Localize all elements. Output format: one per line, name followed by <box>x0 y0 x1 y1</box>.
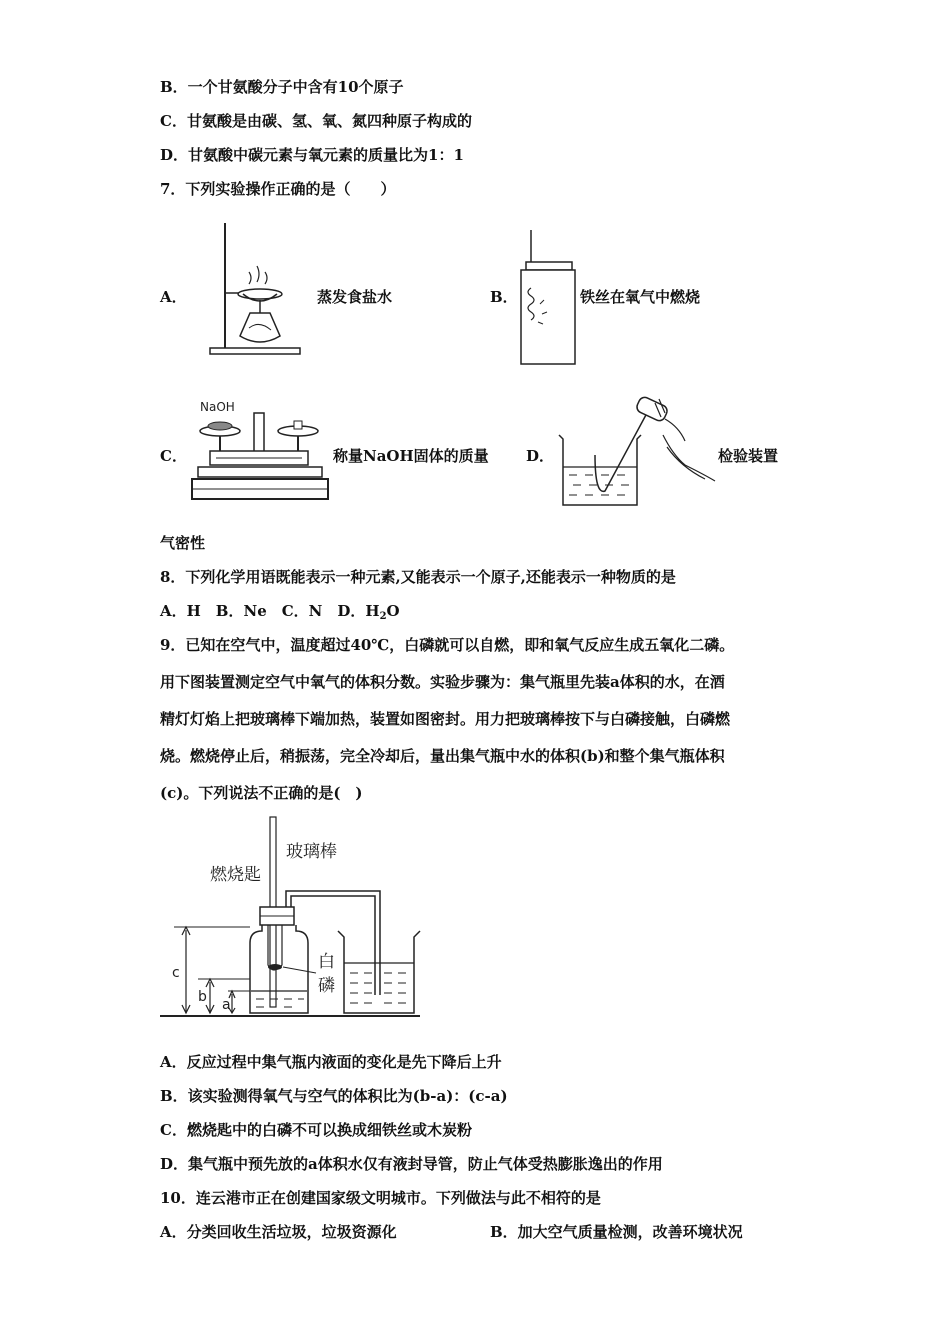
q7-option-b-text: 铁丝在氧气中燃烧 <box>580 288 701 306</box>
q9-option-a: A．反应过程中集气瓶内液面的变化是先下降后上升 <box>160 1053 502 1071</box>
q7-option-a-letter: A． <box>160 288 187 306</box>
iron-wire-oxygen-bottle-figure <box>518 228 578 366</box>
q9-stem-line-4: 烧。燃烧停止后，稍振荡，完全冷却后，量出集气瓶中水的体积(b)和整个集气瓶体积 <box>160 747 725 765</box>
q6-option-c: C．甘氨酸是由碳、氢、氧、氮四种原子构成的 <box>160 112 472 130</box>
balance-weighing-figure <box>190 395 330 505</box>
q7-option-c-text: 称量NaOH固体的质量 <box>333 447 489 465</box>
a-volume-label: a <box>222 997 231 1013</box>
q7-option-d-text-cont: 气密性 <box>160 534 206 552</box>
q6-option-d: D．甘氨酸中碳元素与氧元素的质量比为1：1 <box>160 146 464 164</box>
q9-stem-line-3: 精灯灯焰上把玻璃棒下端加热，装置如图密封。用力把玻璃棒按下与白磷接触，白磷燃 <box>160 710 731 728</box>
q9-option-b: B．该实验测得氧气与空气的体积比为(b-a)：(c-a) <box>160 1087 508 1105</box>
q9-option-c: C．燃烧匙中的白磷不可以换成细铁丝或木炭粉 <box>160 1121 472 1139</box>
phosphorus-label: 磷 <box>318 976 335 996</box>
airtightness-check-figure <box>555 395 720 510</box>
combustion-spoon-label: 燃烧匙 <box>210 865 261 885</box>
q10-option-b: B．加大空气质量检测，改善环境状况 <box>490 1223 743 1241</box>
q10-stem: 10．连云港市正在创建国家级文明城市。下列做法与此不相符的是 <box>160 1189 601 1207</box>
q9-stem-line-2: 用下图装置测定空气中氧气的体积分数。实验步骤为：集气瓶里先装a体积的水，在酒 <box>160 673 725 691</box>
q9-stem-line-5: (c)。下列说法不正确的是( ) <box>160 784 363 802</box>
q10-option-a: A．分类回收生活垃圾，垃圾资源化 <box>160 1223 397 1241</box>
glass-rod-label: 玻璃棒 <box>286 842 337 862</box>
q7-option-a-text: 蒸发食盐水 <box>317 288 393 306</box>
q7-option-c-letter: C． <box>160 447 187 465</box>
q8-options: A．H B．Ne C．N D．$H_2O$ <box>160 602 400 622</box>
phosphorus-oxygen-apparatus-figure <box>158 815 428 1025</box>
q7-option-b-letter: B． <box>490 288 518 306</box>
evaporation-apparatus-figure <box>205 218 305 358</box>
q8-stem: 8．下列化学用语既能表示一种元素,又能表示一个原子,还能表示一种物质的是 <box>160 568 676 586</box>
c-volume-label: c <box>172 965 180 981</box>
q9-stem-line-1: 9．已知在空气中，温度超过40℃，白磷就可以自燃，即和氧气反应生成五氧化二磷。 <box>160 636 735 654</box>
white-label: 白 <box>318 952 335 972</box>
q7-option-d-text: 检验装置 <box>718 447 779 465</box>
q6-option-b: B．一个甘氨酸分子中含有10个原子 <box>160 78 404 96</box>
q9-option-d: D．集气瓶中预先放的a体积水仅有液封导管，防止气体受热膨胀逸出的作用 <box>160 1155 663 1173</box>
q7-option-d-letter: D． <box>526 447 555 465</box>
b-volume-label: b <box>198 989 207 1005</box>
q7-stem: 7．下列实验操作正确的是（ ） <box>160 180 396 198</box>
naoh-label: NaOH <box>200 400 235 414</box>
